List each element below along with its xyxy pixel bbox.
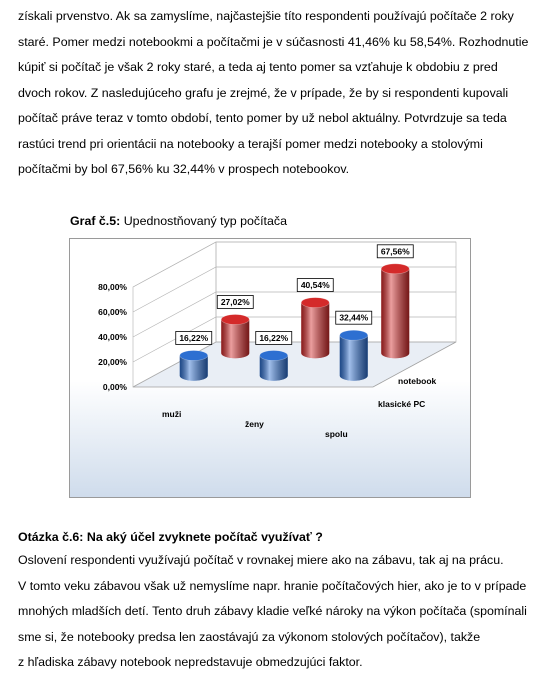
bar-shade [381,269,409,358]
text-line: staré. Pomer medzi notebookmi a počítačmi je v súčasnosti 41,46% ku 58,54%. Rozhodnutie [18,34,529,49]
series-label: klasické PC [378,399,426,409]
text-line: sme si, že notebooky predsa len zaostávajú za výkonom stolových počítačov), takže [18,629,481,644]
text-line: rastúci trend pri orientácii na notebooky a terajší pomer medzi notebooky a stolovými [18,136,483,151]
text-line: počítač práve teraz v tomto období, tento pomer by už nebol aktuálny. Potvrdzuje sa teda [18,111,507,125]
y-tick-label: 40,00% [98,332,127,342]
bar-top [340,330,368,340]
y-tick-label: 20,00% [98,357,127,367]
bar-top [180,350,208,360]
chart-frame [69,238,471,498]
bar-shade [340,335,368,381]
y-tick-label: 60,00% [98,307,127,317]
chart-caption [70,214,287,228]
text-line: počítačmi by bol 67,56% ku 32,44% v prospech notebookov. [18,162,350,176]
category-label: ženy [245,419,264,429]
text-line: dvoch rokov. Z nasledujúceho grafu je zrejmé, že v prípade, že by si respondenti kupovali [18,85,509,100]
bar-notebook-2 [381,264,409,358]
caption-prefix: Graf č.5: [70,214,121,228]
data-label: 16,22% [259,332,289,343]
bar-notebook-0 [221,314,249,358]
bar-top [301,298,329,308]
data-label: 67,56% [380,246,410,257]
intro-paragraph [18,4,536,183]
text-line: z hľadiska zábavy notebook nepredstavuje obmedzujúci faktor. [18,655,363,669]
answer-paragraph [18,548,536,676]
data-label: 32,44% [339,312,369,323]
bar-shade [221,319,249,358]
question-heading: Otázka č.6: Na aký účel zvyknete počítač využívať ? [18,530,323,544]
caption-text: Upednostňovaný typ počítača [120,214,287,228]
series-label: notebook [398,376,437,386]
bar-top [381,264,409,274]
text-line: Oslovení respondenti využívajú počítač v rovnakej miere ako na zábavu, tak aj na prácu. [18,553,504,567]
bar-klasické-PC-2 [340,330,368,381]
text-line: V tomto veku zábavou však už nemyslíme napr. hranie počítačových hier, ako je to v prípade [18,578,527,593]
category-label: spolu [325,429,348,439]
data-label: 27,02% [220,296,250,307]
text-line: mnohých mladších detí. Tento druh zábavy kladie veľké nároky na výkon počítača (spomínali [18,604,527,618]
category-label: muži [162,409,182,419]
y-tick-label: 80,00% [98,282,127,292]
data-label: 40,54% [300,280,330,291]
y-tick-label: 0,00% [102,382,127,392]
bar-shade [301,303,329,359]
bar-klasické-PC-0 [180,350,208,380]
text-line: získali prvenstvo. Ak sa zamyslíme, najčastejšie títo respondenti používajú počítače 2 roky [18,9,514,23]
bar-notebook-1 [301,298,329,359]
bar-chart-3d [70,239,470,497]
bar-top [221,314,249,324]
bar-top [260,350,288,360]
text-line: kúpiť si počítač je však 2 roky staré, a teda aj tento pomer sa vzťahuje k obdobiu z pred [18,60,498,74]
data-label: 16,22% [179,332,209,343]
bar-klasické-PC-1 [260,350,288,380]
